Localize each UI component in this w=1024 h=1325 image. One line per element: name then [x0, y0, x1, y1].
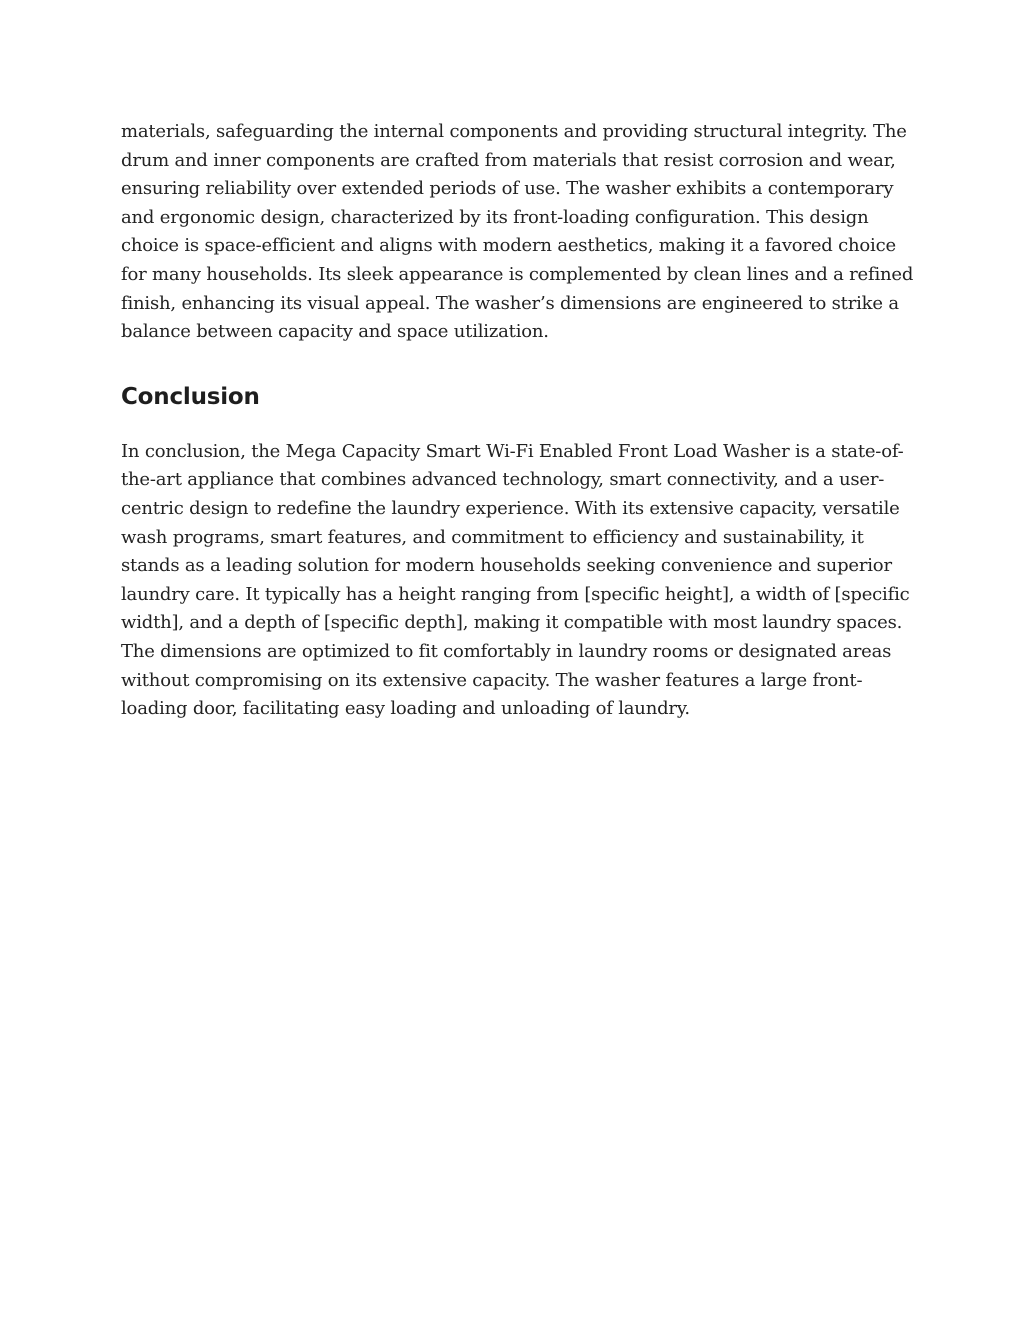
paragraph-line: stands as a leading solution for modern households seeking convenience and superior	[121, 555, 892, 577]
paragraph-line: balance between capacity and space utilization.	[121, 321, 549, 343]
paragraph-line: and ergonomic design, characterized by its front-loading configuration. This design	[121, 206, 869, 228]
paragraph-line: width], and a depth of [specific depth], making it compatible with most laundry spaces.	[121, 612, 903, 634]
paragraph-line: laundry care. It typically has a height ranging from [specific height], a width of [specific	[121, 583, 910, 605]
paragraph-line: The dimensions are optimized to fit comfortably in laundry rooms or designated areas	[121, 640, 892, 662]
paragraph-line: drum and inner components are crafted from materials that resist corrosion and wear,	[121, 149, 896, 171]
paragraph-line: without compromising on its extensive capacity. The washer features a large front-	[121, 669, 863, 691]
conclusion-paragraph	[121, 438, 921, 724]
paragraph-line: ensuring reliability over extended periods of use. The washer exhibits a contemporary	[121, 178, 894, 200]
intro-paragraph	[121, 118, 921, 347]
paragraph-line: loading door, facilitating easy loading and unloading of laundry.	[121, 698, 690, 720]
paragraph-line: materials, safeguarding the internal components and providing structural integrity. The	[121, 121, 907, 142]
paragraph-line: In conclusion, the Mega Capacity Smart Wi-Fi Enabled Front Load Washer is a state-of-	[121, 440, 904, 462]
paragraph-line: finish, enhancing its visual appeal. The washer’s dimensions are engineered to strike a	[121, 292, 899, 314]
paragraph-line: for many households. Its sleek appearance is complemented by clean lines and a refined	[121, 263, 914, 285]
section-heading-conclusion: Conclusion	[121, 383, 260, 410]
paragraph-line: choice is space-efficient and aligns with modern aesthetics, making it a favored choice	[121, 235, 896, 257]
paragraph-line: centric design to redefine the laundry experience. With its extensive capacity, versatile	[121, 497, 900, 519]
paragraph-line: wash programs, smart features, and commitment to efficiency and sustainability, it	[121, 526, 864, 548]
paragraph-line: the-art appliance that combines advanced technology, smart connectivity, and a user-	[121, 469, 885, 491]
document-page	[121, 118, 921, 724]
